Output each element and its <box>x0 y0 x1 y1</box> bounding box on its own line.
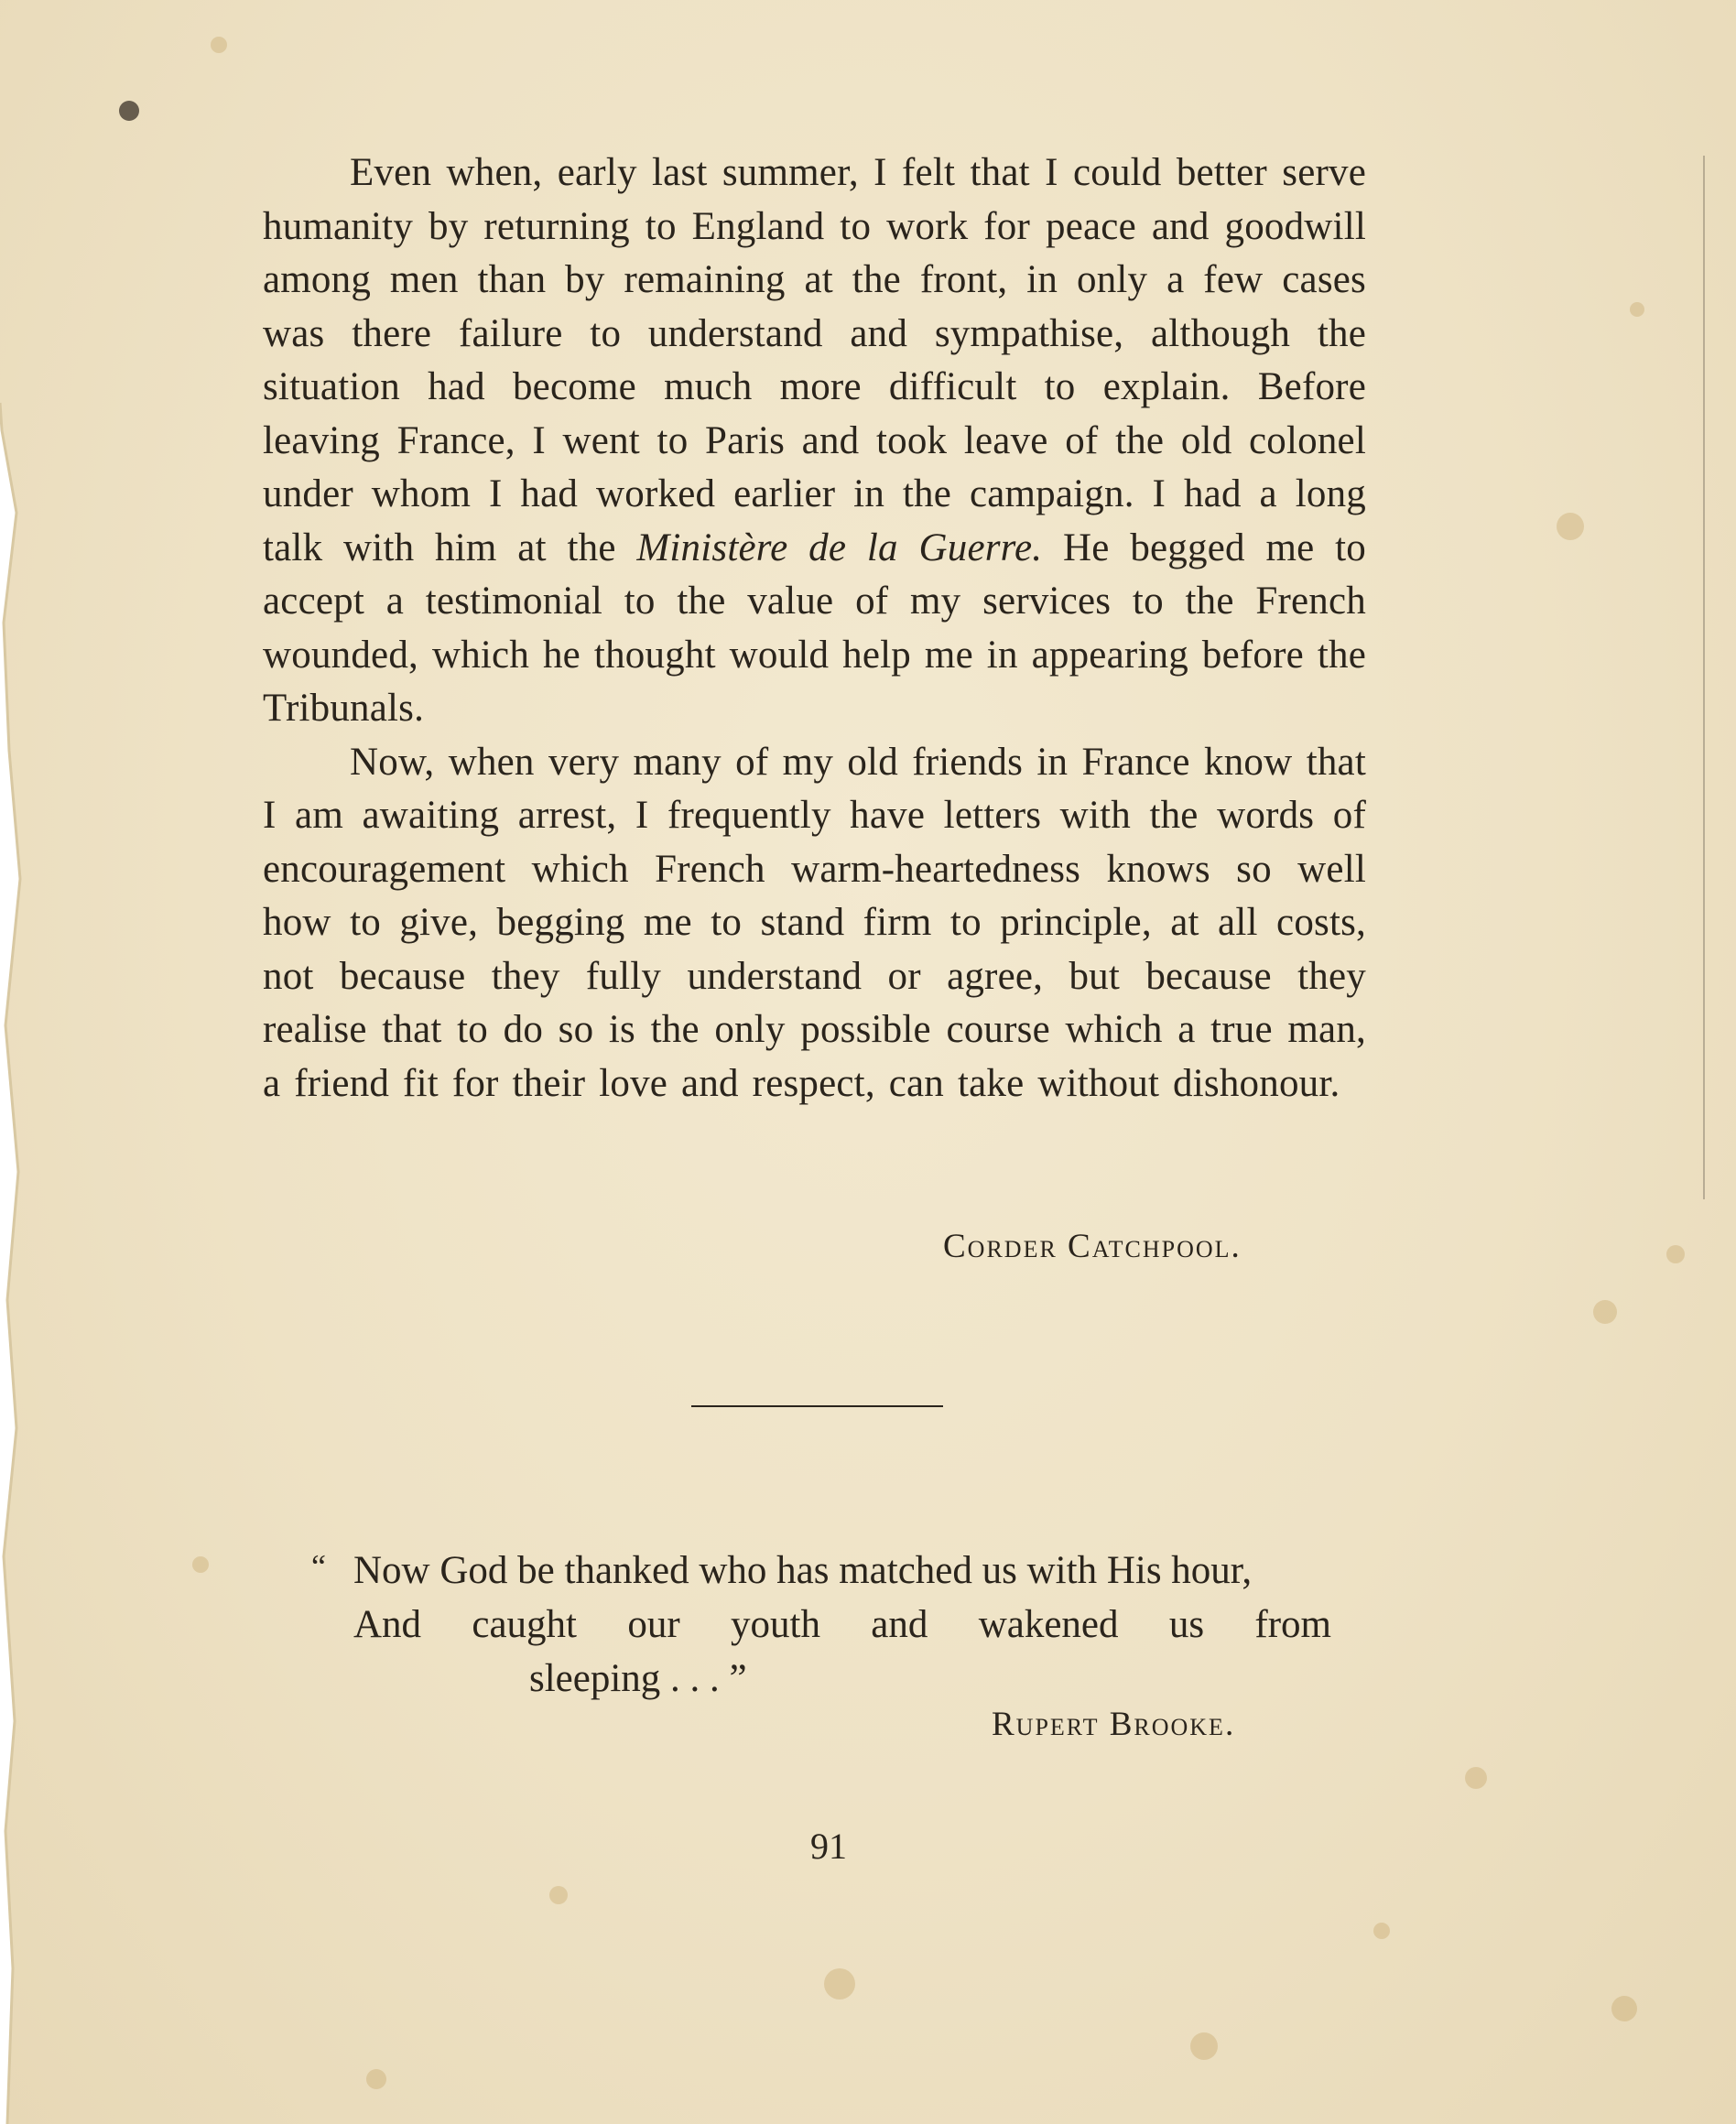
verse-line: And caught our youth and wakened us from <box>353 1603 1331 1646</box>
paragraph: Even when, early last summer, I felt that I could better serve humanity by returning to England to work for peace and goodwill among men than by remaining at the front, in only a few cases was there failure to understand and sympathise, although the situation had become much more difficult to explain. Before leaving France, I went to Paris and took leave of the old colonel under whom I had worked earlier in the campaign. I had a long talk with him at the Ministère de la Guerre. He begged me to accept a testimonial to the value of my services to the French wounded, which he thought would help me in appearing before the Tribunals. <box>263 151 1366 730</box>
paragraph: Now, when very many of my old friends in France know that I am awaiting arrest, I frequently have letters with the words of encouragement which French warm-heartedness knows so well how to give, begging me to stand firm to principle, at all costs, not because they fully understand or agree, but because they realise that to do so is the only possible course which a true man, a friend fit for their love and respect, can take without dishonour. <box>263 740 1366 1105</box>
foxing-spot <box>119 101 139 121</box>
foxing-spot <box>1373 1923 1390 1939</box>
open-quote: “ <box>311 1548 326 1585</box>
foxing-spot <box>366 2069 386 2089</box>
verse-attribution: Rupert Brooke. <box>992 1706 1236 1743</box>
signature: Corder Catchpool. <box>943 1228 1242 1265</box>
body-text <box>263 146 1366 1111</box>
verse-line: “ Now God be thanked who has matched us with His hour, <box>311 1540 1373 1598</box>
verse-quotation <box>311 1540 1373 1706</box>
verse-line: sleeping . . . ” <box>529 1657 747 1700</box>
foxing-spot <box>192 1556 209 1573</box>
section-divider <box>691 1405 943 1407</box>
foxing-spot <box>1190 2032 1218 2060</box>
foxing-spot <box>824 1968 855 1999</box>
foxing-spot <box>1593 1300 1617 1324</box>
foxing-spot <box>1465 1767 1487 1789</box>
foxing-spot <box>1666 1245 1685 1263</box>
foxing-spot <box>549 1886 568 1904</box>
torn-left-edge <box>0 0 55 2124</box>
foxing-spot <box>211 37 227 53</box>
foxing-spot <box>1630 302 1644 317</box>
italic-phrase: Ministère de la Guerre. <box>636 526 1043 569</box>
foxing-spot <box>1557 513 1584 540</box>
page-number: 91 <box>810 1826 847 1867</box>
foxing-spot <box>1611 1996 1637 2021</box>
